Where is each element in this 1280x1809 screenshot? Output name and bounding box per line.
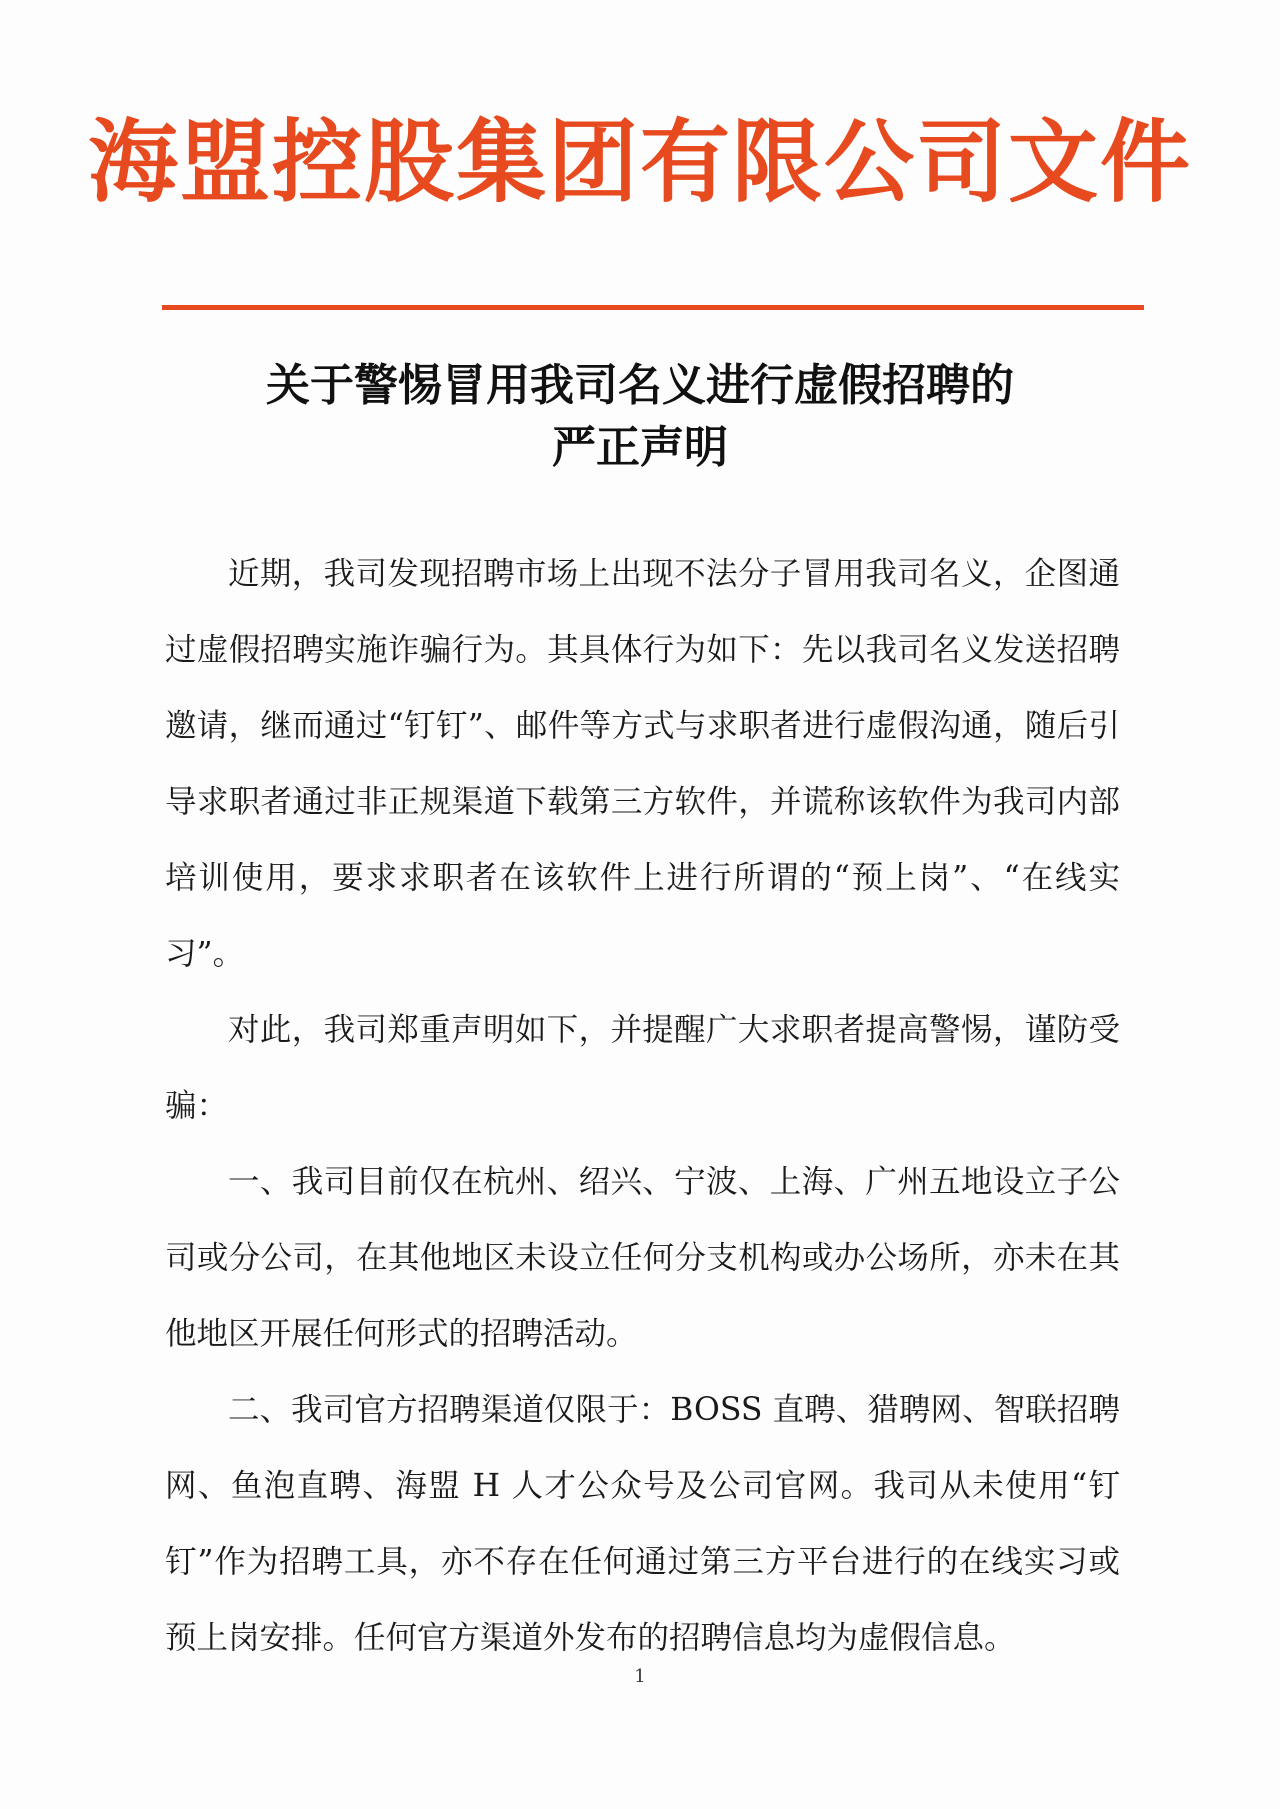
letterhead-title: 海盟控股集团有限公司文件 [88, 110, 1192, 215]
page-number: 1 [634, 1666, 646, 1687]
paragraph-declaration: 对此，我司郑重声明如下，并提醒广大求职者提高警惕，谨防受骗： [165, 1012, 1120, 1124]
paragraph-point-1: 一、我司目前仅在杭州、绍兴、宁波、上海、广州五地设立子公司或分公司，在其他地区未设立任何分支机构或办公场所，亦未在其他地区开展任何形式的招聘活动。 [165, 1164, 1120, 1352]
statement-title [0, 355, 1280, 479]
paragraph-point-2: 二、我司官方招聘渠道仅限于：BOSS 直聘、猎聘网、智联招聘网、鱼泡直聘、海盟 H 人才公众号及公司官网。我司从未使用“钉钉”作为招聘工具，亦不存在任何通过第三方平台进行的在线实习或预上岗安排。任何官方渠道外发布的招聘信息均为虚假信息。 [165, 1392, 1120, 1656]
statement-title-line-2: 严正声明 [552, 422, 728, 473]
paragraph-intro: 近期，我司发现招聘市场上出现不法分子冒用我司名义，企图通过虚假招聘实施诈骗行为。其具体行为如下：先以我司名义发送招聘邀请，继而通过“钉钉”、邮件等方式与求职者进行虚假沟通，随后引导求职者通过非正规渠道下载第三方软件，并谎称该软件为我司内部培训使用，要求求职者在该软件上进行所谓的“预上岗”、“在线实习”。 [165, 556, 1120, 972]
statement-title-line-1: 关于警惕冒用我司名义进行虚假招聘的 [266, 360, 1014, 411]
statement-body [165, 536, 1120, 1676]
letterhead-divider [162, 305, 1144, 310]
